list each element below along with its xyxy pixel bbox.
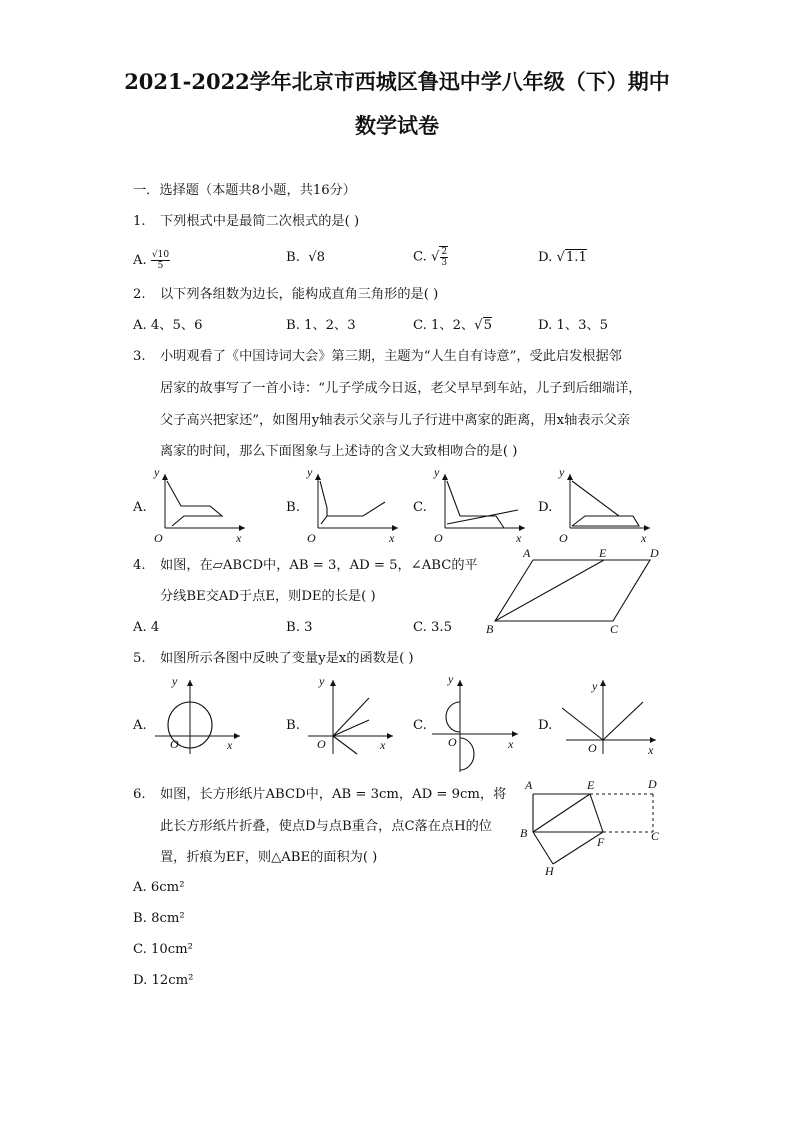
y-label: y (319, 674, 325, 688)
q5-number: 5. (133, 651, 146, 666)
graph-line-1 (572, 481, 619, 526)
q3-label-b: B. (286, 500, 300, 515)
q1-option-a-fraction (151, 250, 170, 271)
q2-option-d: D. 1、3、5 (538, 318, 609, 333)
q1-option-b-value: √8 (308, 250, 326, 265)
point-e-label: E (587, 778, 595, 792)
page-title-line2: 数学试卷 (355, 113, 439, 138)
q4-line2: 分线BE交AD于点E，则DE的长是( ) (160, 589, 376, 604)
q6-line1: 如图，长方形纸片ABCD中，AB = 3cm，AD = 9cm，将 (160, 787, 507, 802)
x-label: x (227, 738, 233, 752)
y-arrow-icon (162, 474, 168, 480)
x-arrow-icon (234, 733, 240, 739)
q3-line4: 离家的时间，那么下面图象与上述诗的含义大致相吻合的是( ) (160, 444, 518, 459)
x-label: x (648, 743, 654, 757)
q1-stem: 下列根式中是最简二次根式的是( ) (160, 214, 360, 229)
point-h-label: H (545, 864, 554, 878)
q3-label-c: C. (413, 500, 427, 515)
y-arrow-icon (457, 680, 463, 686)
point-a-label: A (525, 778, 533, 792)
q4-line1: 如图，在▱ABCD中，AB = 3，AD = 5，∠ABC的平 (160, 558, 478, 573)
q5-graph-c (430, 672, 530, 776)
graph-line-2 (572, 516, 639, 526)
q3-label-a: A. (133, 500, 147, 515)
q3-line1: 小明观看了《中国诗词大会》第三期，主题为“人生自有诗意”，受此启发根据邻 (160, 349, 622, 364)
q5-label-c: C. (413, 718, 427, 733)
q1-option-d-label: D. (538, 250, 553, 265)
graph-line-1 (447, 481, 504, 528)
section-heading: 一．选择题（本题共8小题，共16分） (133, 183, 356, 198)
y-arrow-icon (567, 474, 573, 480)
q2-option-b: B. 1、2、3 (286, 318, 356, 333)
q3-line3: 父子高兴把家还”，如图用y轴表示父亲与儿子行进中离家的距离，用x轴表示父亲 (160, 413, 631, 428)
q3-graph-d (555, 466, 655, 546)
graph-line-3 (333, 736, 357, 754)
y-label: y (559, 465, 565, 479)
y-label: y (434, 465, 440, 479)
x-label: x (236, 531, 242, 545)
q4-option-a: A. 4 (133, 620, 160, 635)
q4-option-b: B. 3 (286, 620, 313, 635)
y-label: y (154, 465, 160, 479)
q3-line2: 居家的故事写了一首小诗：“儿子学成今日返，老父早早到车站，儿子到后细端详， (160, 381, 642, 396)
graph-line-1 (320, 481, 327, 524)
q1-option-c-fraction (439, 246, 448, 268)
q5-label-d: D. (538, 718, 553, 733)
q2-option-c-radicand: 5 (483, 318, 492, 333)
origin-label: O (154, 531, 163, 545)
parallelogram-abcd (495, 560, 650, 621)
y-label: y (592, 679, 598, 693)
q5-label-a: A. (133, 718, 147, 733)
q4-parallelogram-figure (480, 542, 670, 637)
x-label: x (380, 738, 386, 752)
x-label: x (516, 531, 522, 545)
origin-label: O (588, 741, 597, 755)
fold-ef (590, 794, 603, 832)
q3-graph-b (303, 466, 403, 546)
y-label: y (172, 674, 178, 688)
q1-option-b (286, 250, 325, 266)
x-label: x (641, 531, 647, 545)
point-f-label: F (597, 835, 605, 849)
q1-option-a-label: A. (133, 253, 147, 268)
q1-option-d-value: 1.1 (565, 250, 587, 265)
graph-line (167, 481, 222, 526)
graph-line-2 (327, 502, 385, 516)
point-d-label: D (650, 546, 659, 560)
q1-option-c-label: C. (413, 249, 427, 265)
y-arrow-icon (442, 474, 448, 480)
q2-option-c-prefix: C. 1、2、 (413, 318, 475, 333)
lower-semicircle (460, 738, 474, 770)
segment-be (533, 794, 590, 832)
q6-option-d: D. 12cm² (133, 973, 194, 988)
y-label: y (448, 672, 454, 686)
point-b-label: B (520, 826, 528, 840)
y-arrow-icon (315, 474, 321, 480)
q1-option-a (133, 250, 170, 271)
point-d-label: D (648, 777, 657, 791)
q5-graph-a (150, 676, 250, 756)
origin-label: O (170, 737, 179, 751)
point-e-label: E (599, 546, 607, 560)
q2-option-c: C. 1、2、√5 (413, 318, 492, 333)
y-label: y (307, 465, 313, 479)
graph-line-2 (562, 708, 603, 740)
graph-line-1 (333, 698, 369, 736)
graph-line-1 (603, 702, 643, 740)
origin-label: O (307, 531, 316, 545)
q5-graph-b (303, 676, 403, 756)
q3-label-d: D. (538, 500, 553, 515)
x-label: x (508, 737, 514, 751)
q3-graph-c (430, 466, 530, 546)
point-b-label: B (486, 622, 494, 636)
y-arrow-icon (600, 680, 606, 686)
bisector-be (495, 560, 604, 621)
graph-line-2 (447, 510, 518, 524)
q3-number: 3. (133, 349, 146, 364)
q5-graph-d (558, 676, 663, 756)
q2-stem: 以下列各组数为边长，能构成直角三角形的是( ) (160, 287, 439, 302)
q6-option-c: C. 10cm² (133, 942, 193, 957)
q3-graph-a (150, 466, 250, 546)
q6-line2: 此长方形纸片折叠，使点D与点B重合，点C落在点H的位 (160, 819, 492, 834)
q1-option-c-denominator: 3 (441, 258, 448, 268)
origin-label: O (559, 531, 568, 545)
point-a-label: A (523, 546, 531, 560)
point-c-label: C (610, 622, 619, 636)
q2-number: 2. (133, 287, 146, 302)
q6-option-b: B. 8cm² (133, 911, 185, 926)
x-label: x (389, 531, 395, 545)
q1-option-c: C. √ $\frac{2}{3}$ (413, 247, 448, 268)
point-c-label: C (651, 829, 660, 843)
y-arrow-icon (187, 680, 193, 686)
x-arrow-icon (387, 733, 393, 739)
origin-label: O (448, 735, 457, 749)
q6-option-a: A. 6cm² (133, 880, 185, 895)
segment-hf (553, 832, 603, 864)
q1-option-c-numerator: 2 (441, 247, 448, 257)
y-arrow-icon (330, 680, 336, 686)
q1-option-a-numerator: √10 (151, 250, 170, 260)
q6-folded-rectangle-figure (515, 774, 675, 879)
origin-label: O (434, 531, 443, 545)
q1-option-a-denominator: 5 (157, 261, 164, 271)
segment-bh (533, 832, 553, 864)
q4-option-c: C. 3.5 (413, 620, 452, 635)
page-title-line1: 2021-2022学年北京市西城区鲁迅中学八年级（下）期中 (124, 69, 670, 94)
q5-label-b: B. (286, 718, 300, 733)
q6-line3: 置，折痕为EF，则△ABE的面积为( ) (160, 850, 378, 865)
q2-option-a: A. 4、5、6 (133, 318, 203, 333)
q5-stem: 如图所示各图中反映了变量y是x的函数是( ) (160, 651, 414, 666)
origin-label: O (317, 737, 326, 751)
q6-number: 6. (133, 787, 146, 802)
q1-option-b-label: B. (286, 250, 300, 265)
upper-semicircle (446, 702, 460, 732)
q1-number: 1. (133, 214, 146, 229)
q4-number: 4. (133, 558, 146, 573)
q1-option-d: D. √1.1 (538, 250, 587, 265)
graph-line-2 (333, 720, 369, 736)
